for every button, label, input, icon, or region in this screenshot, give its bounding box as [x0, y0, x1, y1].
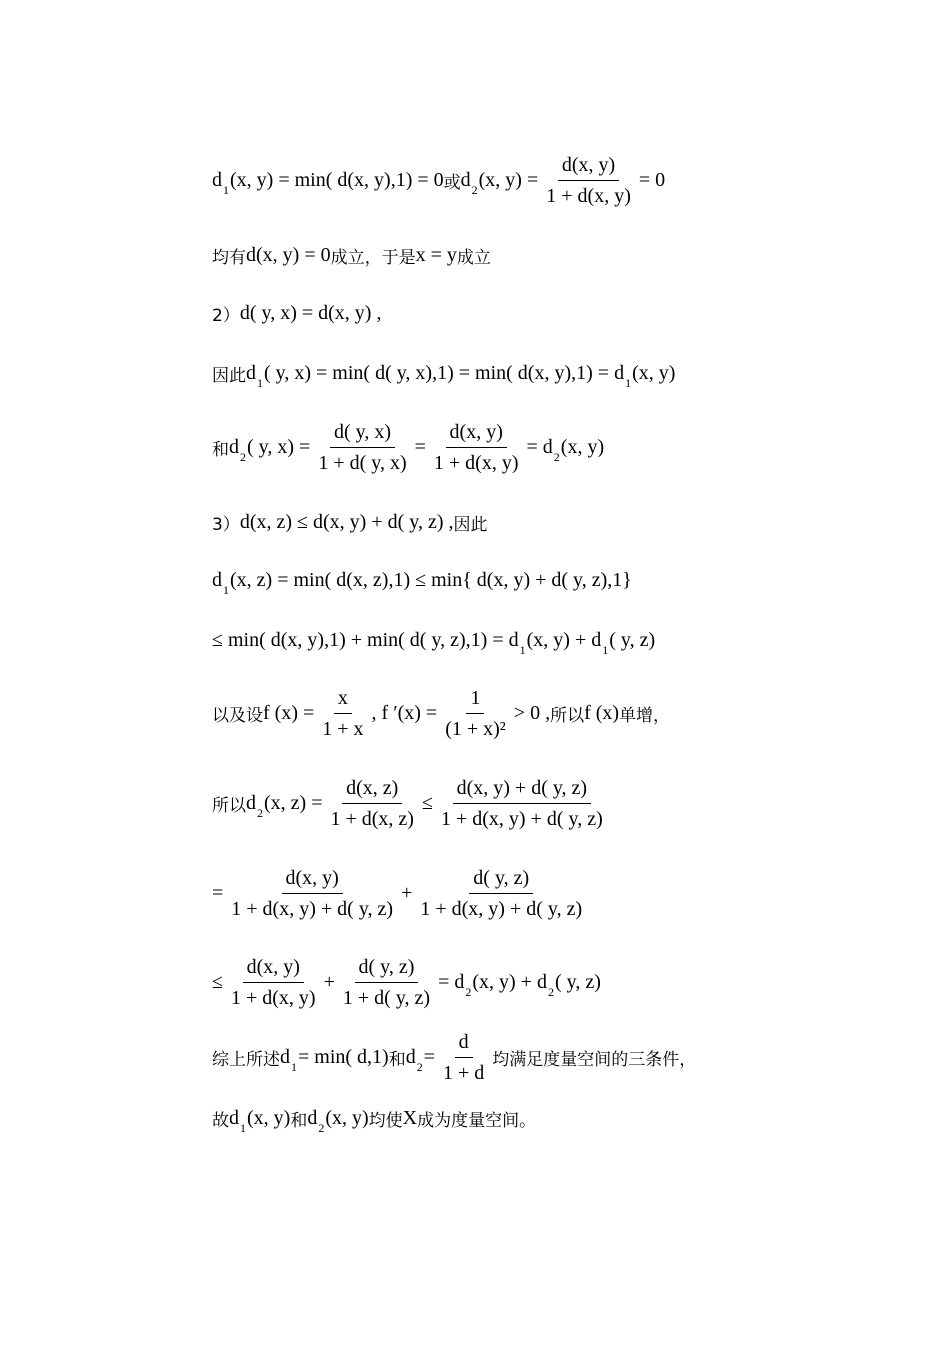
eq-d1-d2-zero: [212, 150, 665, 210]
fraction-denominator: 1 + d(x, z): [330, 807, 414, 830]
chinese-text: 所以: [550, 705, 585, 726]
math-text: (x, z) =: [264, 791, 323, 814]
math-text: (x, y) + d: [472, 970, 547, 993]
fraction-numerator: d(x, y): [282, 865, 343, 894]
math-text: = d: [438, 970, 465, 993]
chinese-text: 单增，: [619, 705, 671, 726]
math-text: d: [212, 168, 222, 191]
chinese-text: 故: [212, 1110, 229, 1131]
subscript: 1: [223, 582, 229, 597]
eq-d1-symmetry: [212, 343, 675, 403]
math-text: d( y, x) = d(x, y) ,: [239, 301, 382, 324]
math-text: = min( d,1): [298, 1045, 389, 1068]
fraction: [318, 685, 367, 742]
chinese-text: 所以: [212, 795, 246, 816]
chinese-text: 和: [388, 1049, 406, 1070]
math-text: ≤ min( d(x, y),1) + min( d( y, z),1) = d: [212, 628, 519, 651]
item-2-symmetry: [212, 283, 381, 343]
fraction-numerator: d( y, z): [469, 865, 533, 894]
fraction: [339, 954, 434, 1011]
math-text: d: [246, 791, 256, 814]
fraction-numerator: d(x, y): [558, 152, 619, 181]
chinese-text: 成为度量空间。: [417, 1110, 537, 1131]
eq-d2-triangle-a: [212, 773, 611, 833]
subscript: 1: [223, 182, 229, 197]
subscript: 1: [240, 1120, 246, 1135]
fraction-numerator: d: [455, 1029, 473, 1058]
math-text: d: [460, 168, 471, 191]
fraction: [227, 954, 320, 1011]
math-text: d: [405, 1045, 416, 1068]
subscript: 2: [240, 449, 246, 464]
fraction-denominator: 1 + d(x, y) + d( y, z): [231, 897, 394, 920]
fraction-numerator: d( y, x): [330, 419, 395, 448]
math-text: (x, y) =: [478, 168, 539, 191]
subscript: 2: [416, 1059, 423, 1074]
math-text: =: [414, 435, 426, 458]
fraction: [430, 419, 523, 476]
math-text: ( y, x) = min( d( y, x),1) = min( d(x, y),1) = d: [264, 361, 625, 384]
math-text: d: [307, 1106, 318, 1129]
fraction: [542, 152, 635, 209]
fraction-denominator: 1 + d(x, y) + d( y, z): [440, 807, 603, 830]
math-text: +: [401, 881, 413, 904]
math-text: d: [280, 1045, 290, 1068]
fraction-numerator: d( y, z): [355, 954, 419, 983]
math-text: (x, y) = min( d(x, y),1) = 0: [230, 168, 444, 191]
chinese-text: 2）: [212, 305, 240, 326]
math-text: d: [212, 568, 222, 591]
subscript: 2: [553, 449, 560, 464]
chinese-text: 或: [443, 172, 461, 193]
eq-d1-triangle-a: [212, 550, 632, 610]
fraction: [439, 1029, 488, 1086]
fraction: [326, 775, 417, 832]
math-text: ≤: [212, 970, 223, 993]
math-text: = d: [526, 435, 553, 458]
fraction-denominator: 1 + d(x, y): [230, 986, 316, 1009]
chinese-text: 均有: [212, 247, 246, 268]
text-conclusion: [212, 1027, 696, 1087]
math-text: +: [323, 970, 335, 993]
math-text: d: [229, 1106, 239, 1129]
subscript: 2: [318, 1120, 325, 1135]
math-text: f (x) =: [263, 701, 315, 724]
math-text: d: [246, 361, 256, 384]
item-3-triangle: [212, 492, 488, 552]
math-text: (x, y): [247, 1106, 291, 1129]
subscript: 1: [291, 1059, 297, 1074]
fraction: [416, 865, 586, 922]
subscript: 1: [519, 642, 526, 657]
chinese-text: 和: [290, 1110, 308, 1131]
chinese-text: 因此: [453, 514, 488, 535]
chinese-text: 以及设: [212, 705, 263, 726]
math-text: , f ′(x) =: [371, 701, 438, 724]
math-text: d(x, y) = 0: [246, 243, 331, 266]
math-text: =: [212, 881, 224, 904]
fraction-numerator: d(x, y) + d( y, z): [453, 775, 592, 804]
fraction-denominator: 1 + d(x, y): [433, 451, 519, 474]
subscript: 1: [602, 642, 609, 657]
math-text: ( y, x) =: [247, 435, 311, 458]
eq-d2-triangle-b: [212, 863, 590, 923]
fraction-denominator: 1 + d: [443, 1061, 485, 1084]
math-text: x = y: [415, 243, 457, 266]
math-text: (x, y): [632, 361, 676, 384]
math-text: ( y, z): [609, 628, 656, 651]
math-text: =: [423, 1045, 435, 1068]
text-final: [212, 1088, 536, 1148]
chinese-text: 和: [212, 439, 229, 460]
subscript: 1: [625, 375, 632, 390]
math-text: X: [402, 1106, 418, 1129]
eq-d2-symmetry: [212, 417, 604, 477]
fraction: [441, 685, 510, 742]
math-text: f (x): [584, 701, 620, 724]
chinese-text: 成立，于是: [330, 247, 416, 268]
math-text: > 0 ,: [513, 701, 551, 724]
subscript: 1: [257, 375, 263, 390]
fraction-numerator: d(x, y): [446, 419, 507, 448]
eq-f-monotone: [212, 683, 670, 743]
fraction-denominator: 1 + x: [322, 717, 364, 740]
chinese-text: 均使: [368, 1110, 403, 1131]
math-text: d: [229, 435, 239, 458]
fraction: [437, 775, 607, 832]
math-text: d(x, z) ≤ d(x, y) + d( y, z) ,: [239, 510, 454, 533]
math-text: = 0: [638, 168, 666, 191]
fraction-numerator: d(x, y): [243, 954, 304, 983]
math-text: (x, z) = min( d(x, z),1) ≤ min{ d(x, y) + d( y, z),1}: [230, 568, 632, 591]
fraction-numerator: x: [334, 685, 352, 714]
subscript: 2: [465, 984, 472, 999]
fraction-numerator: d(x, z): [342, 775, 402, 804]
fraction: [227, 865, 397, 922]
fraction-denominator: 1 + d( y, z): [342, 986, 431, 1009]
math-text: (x, y) + d: [526, 628, 602, 651]
math-text: ≤: [421, 791, 433, 814]
math-text: (x, y): [325, 1106, 369, 1129]
math-text: ( y, z): [554, 970, 601, 993]
subscript: 2: [471, 182, 478, 197]
eq-d1-triangle-b: [212, 610, 655, 670]
fraction-denominator: 1 + d( y, x): [318, 451, 407, 474]
chinese-text: 均满足度量空间的三条件，: [492, 1049, 697, 1070]
subscript: 2: [257, 805, 263, 820]
eq-d2-triangle-c: [212, 952, 601, 1012]
fraction: [314, 419, 410, 476]
fraction-denominator: (1 + x)²: [445, 717, 506, 740]
fraction-denominator: 1 + d(x, y): [546, 184, 631, 207]
fraction-denominator: 1 + d(x, y) + d( y, z): [420, 897, 583, 920]
chinese-text: 因此: [212, 365, 246, 386]
subscript: 2: [547, 984, 554, 999]
fraction-numerator: 1: [466, 685, 484, 714]
chinese-text: 综上所述: [212, 1049, 280, 1070]
math-text: (x, y): [560, 435, 605, 458]
chinese-text: 成立: [456, 247, 491, 268]
chinese-text: 3）: [212, 514, 240, 535]
text-x-equals-y: [212, 225, 491, 285]
